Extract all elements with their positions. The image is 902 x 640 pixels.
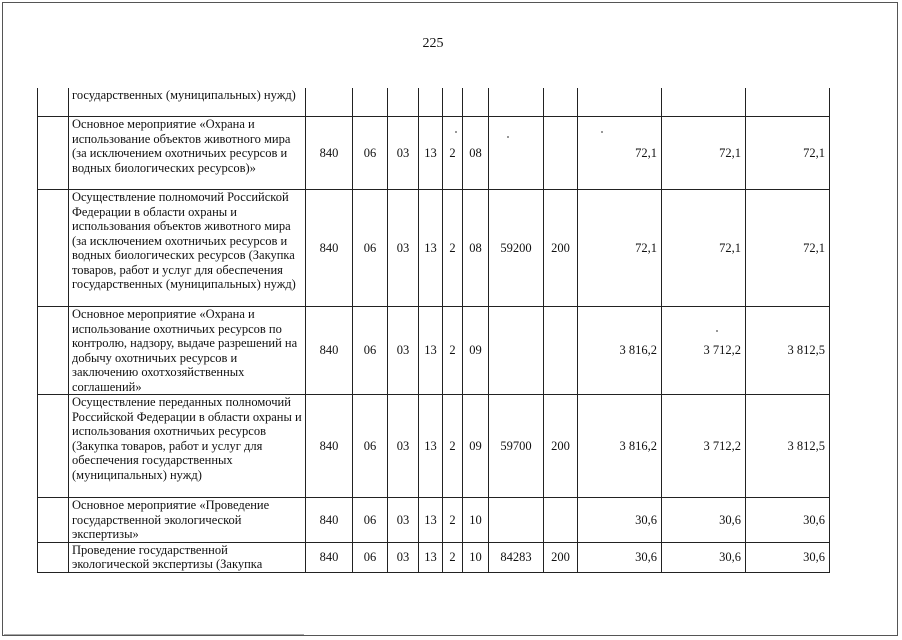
program-code-cell: 13 [419,395,443,498]
section-code-cell: 06 [353,395,388,498]
event-code-cell [463,88,489,117]
year1-amount-cell [578,88,662,117]
program-code-cell: 13 [419,190,443,307]
subsection-code-cell: 03 [388,307,419,395]
subsection-code-cell: 03 [388,190,419,307]
page-number: 225 [422,36,444,51]
program-code-cell: 13 [419,542,443,572]
direction-code-cell: 59700 [489,395,544,498]
subprogram-code-cell: 2 [443,542,463,572]
description-cell: Проведение государственной экологической экспертизы (Закупка [69,542,306,572]
admin-code-cell: 840 [306,395,353,498]
admin-code-cell [306,88,353,117]
subprogram-code-cell: 2 [443,498,463,543]
description-cell: Основное мероприятие «Охрана и использование объектов животного мира (за исключением охотничьих ресурсов и водных биологических ресурсов)» [69,117,306,190]
expense-type-cell [544,307,578,395]
index-cell [38,117,69,190]
scan-edge-lines [4,634,304,637]
year2-amount-cell: 30,6 [662,542,746,572]
scan-speck [716,330,718,332]
year1-amount-cell: 72,1 [578,190,662,307]
subsection-code-cell: 03 [388,117,419,190]
table-row [38,395,830,498]
budget-table-body [38,88,830,572]
direction-code-cell: 59200 [489,190,544,307]
expense-type-cell [544,117,578,190]
expense-type-cell [544,498,578,543]
section-code-cell: 06 [353,307,388,395]
program-code-cell [419,88,443,117]
year2-amount-cell: 3 712,2 [662,395,746,498]
section-code-cell: 06 [353,498,388,543]
subprogram-code-cell: 2 [443,307,463,395]
section-code-cell [353,88,388,117]
subsection-code-cell: 03 [388,395,419,498]
event-code-cell: 10 [463,542,489,572]
description-cell: Основное мероприятие «Проведение государственной экологической экспертизы» [69,498,306,543]
year3-amount-cell [746,88,830,117]
admin-code-cell: 840 [306,542,353,572]
table-row [38,88,830,117]
description-cell: Осуществление полномочий Российской Федерации в области охраны и использования объектов животного мира (за исключением охотничьих ресурсов и водных биологических ресурсов (Закупка товаров, работ и услуг для обеспечения государственных (муниципальных) нужд) [69,190,306,307]
admin-code-cell: 840 [306,190,353,307]
program-code-cell: 13 [419,307,443,395]
year1-amount-cell: 30,6 [578,542,662,572]
table-row [38,542,830,572]
year3-amount-cell: 72,1 [746,190,830,307]
event-code-cell: 09 [463,395,489,498]
program-code-cell: 13 [419,117,443,190]
year1-amount-cell: 72,1 [578,117,662,190]
subprogram-code-cell: 2 [443,117,463,190]
expense-type-cell [544,88,578,117]
description-cell: Осуществление переданных полномочий Российской Федерации в области охраны и использования охотничьих ресурсов (Закупка товаров, работ и услуг для обеспечения государственных (муниципальных) нужд) [69,395,306,498]
subprogram-code-cell: 2 [443,190,463,307]
index-cell [38,88,69,117]
admin-code-cell: 840 [306,307,353,395]
scan-speck [455,131,457,133]
year3-amount-cell: 72,1 [746,117,830,190]
year2-amount-cell: 3 712,2 [662,307,746,395]
direction-code-cell: 84283 [489,542,544,572]
subprogram-code-cell: 2 [443,395,463,498]
expense-type-cell: 200 [544,190,578,307]
year2-amount-cell: 72,1 [662,117,746,190]
year3-amount-cell: 30,6 [746,542,830,572]
event-code-cell: 09 [463,307,489,395]
year3-amount-cell: 30,6 [746,498,830,543]
program-code-cell: 13 [419,498,443,543]
subsection-code-cell [388,88,419,117]
index-cell [38,190,69,307]
scan-speck [601,131,603,133]
year2-amount-cell: 72,1 [662,190,746,307]
table-row [38,307,830,395]
event-code-cell: 10 [463,498,489,543]
year3-amount-cell: 3 812,5 [746,395,830,498]
table-row [38,498,830,543]
direction-code-cell [489,88,544,117]
expense-type-cell: 200 [544,542,578,572]
event-code-cell: 08 [463,190,489,307]
event-code-cell: 08 [463,117,489,190]
direction-code-cell [489,498,544,543]
scan-speck [507,136,509,138]
table-row [38,117,830,190]
subprogram-code-cell [443,88,463,117]
subsection-code-cell: 03 [388,498,419,543]
index-cell [38,498,69,543]
year3-amount-cell: 3 812,5 [746,307,830,395]
year1-amount-cell: 3 816,2 [578,395,662,498]
admin-code-cell: 840 [306,117,353,190]
index-cell [38,307,69,395]
index-cell [38,395,69,498]
description-cell: Основное мероприятие «Охрана и использование охотничьих ресурсов по контролю, надзору, выдаче разрешений на добычу охотничьих ресурсов и заключению охотхозяйственных соглашений» [69,307,306,395]
index-cell [38,542,69,572]
table-row [38,190,830,307]
admin-code-cell: 840 [306,498,353,543]
expense-type-cell: 200 [544,395,578,498]
budget-table [37,88,830,573]
year1-amount-cell: 3 816,2 [578,307,662,395]
year1-amount-cell: 30,6 [578,498,662,543]
year2-amount-cell [662,88,746,117]
section-code-cell: 06 [353,542,388,572]
subsection-code-cell: 03 [388,542,419,572]
description-cell: государственных (муниципальных) нужд) [69,88,306,117]
year2-amount-cell: 30,6 [662,498,746,543]
direction-code-cell [489,117,544,190]
direction-code-cell [489,307,544,395]
section-code-cell: 06 [353,117,388,190]
section-code-cell: 06 [353,190,388,307]
